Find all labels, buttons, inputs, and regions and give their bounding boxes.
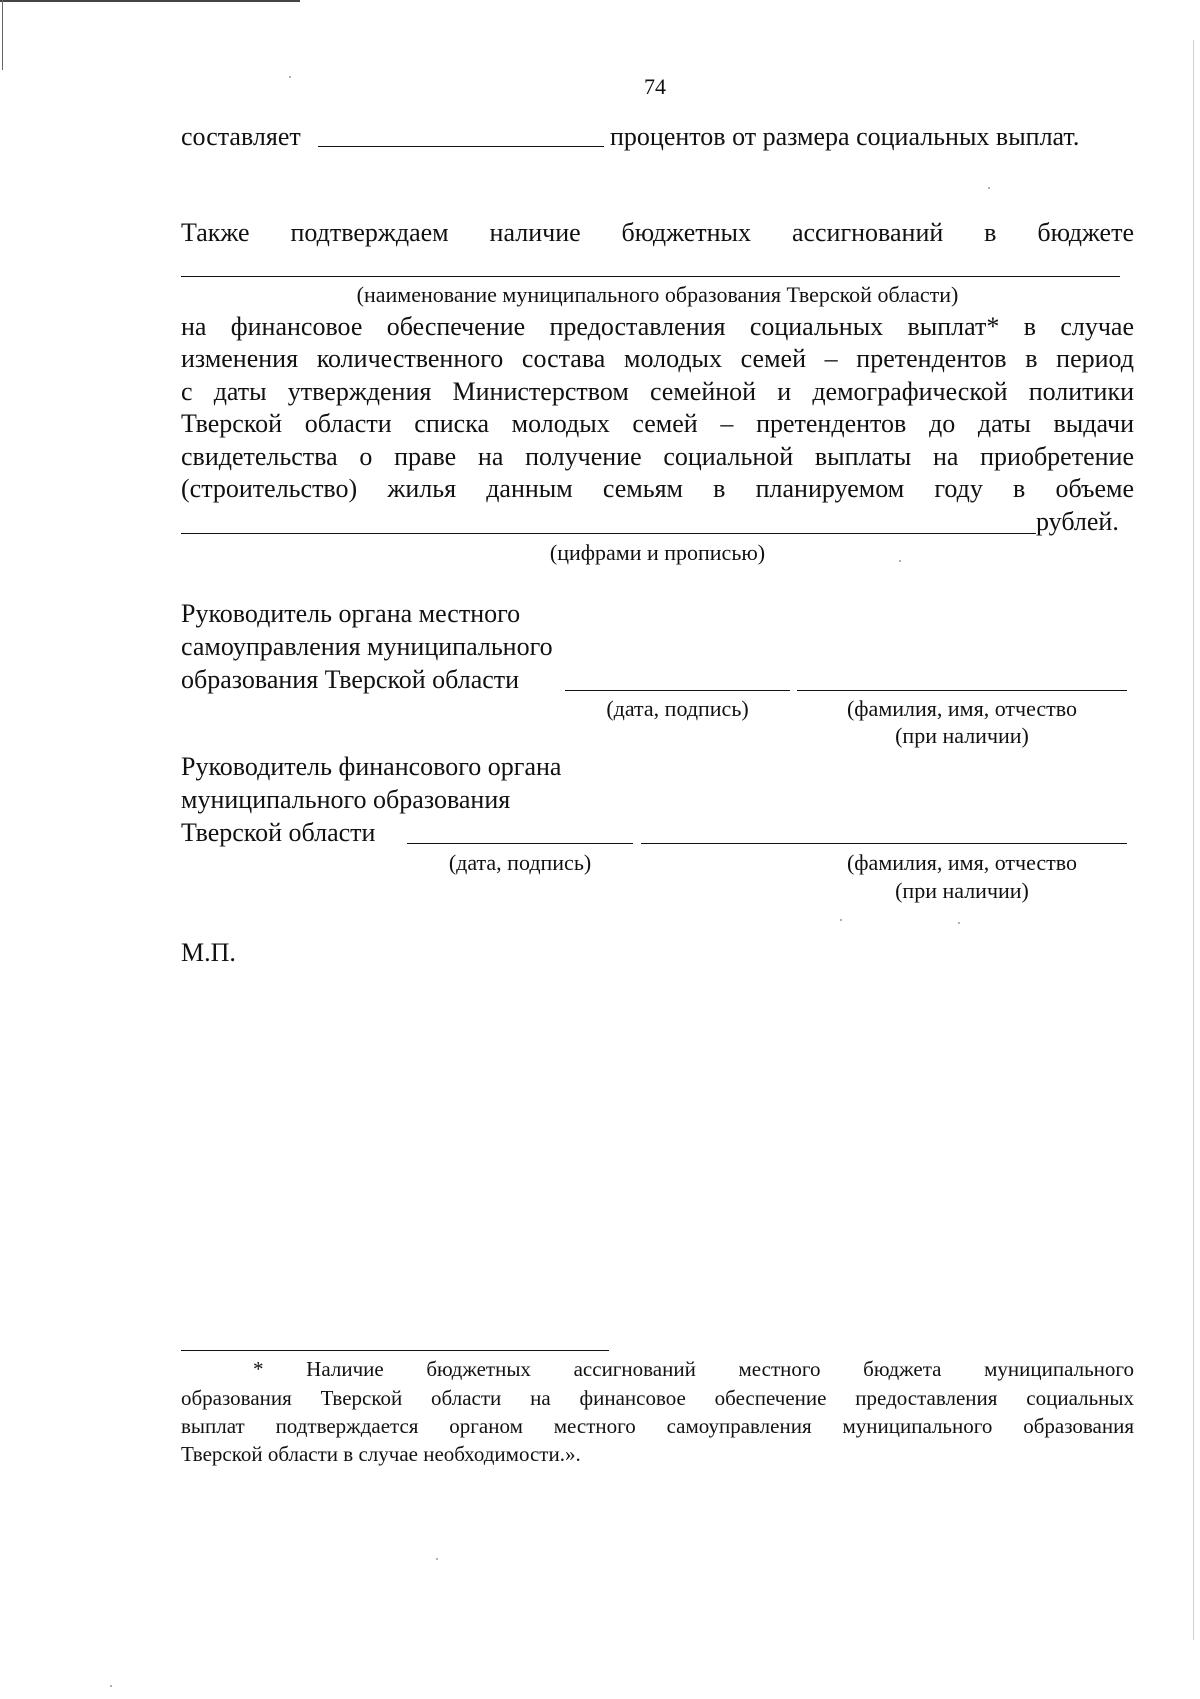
scan-speck xyxy=(899,560,901,562)
blank-amount-line xyxy=(181,533,1036,534)
signature2-name-line xyxy=(641,843,1127,844)
paragraph-line-5: свидетельства о праве на получение социальной выплаты на приобретение xyxy=(181,442,1134,471)
scan-speck xyxy=(958,922,960,924)
text-percent-of-payments: процентов от размера социальных выплат. xyxy=(610,122,1080,151)
caption-fio-2b: (при наличии) xyxy=(895,878,1029,903)
footnote-line-1: * Наличие бюджетных ассигнований местного бюджета муниципального xyxy=(253,1357,1134,1381)
scan-edge-left xyxy=(2,0,3,70)
caption-fio-1a: (фамилия, имя, отчество xyxy=(846,696,1078,721)
caption-fio-1b: (при наличии) xyxy=(895,723,1029,748)
footnote-line-3: выплат подтверждается органом местного самоуправления муниципального образования xyxy=(181,1414,1134,1438)
signature1-date-line xyxy=(565,690,790,691)
text-sostavlyaet: составляет xyxy=(181,122,301,151)
scan-speck xyxy=(110,1685,112,1687)
blank-percent-line xyxy=(318,146,604,147)
text-rubles: рублей. xyxy=(1036,507,1119,536)
page-number: 74 xyxy=(644,74,666,99)
caption-municipality: (наименование муниципального образования Тверской области) xyxy=(356,282,959,307)
caption-fio-2a: (фамилия, имя, отчество xyxy=(846,850,1078,875)
scan-speck xyxy=(436,1558,438,1560)
stamp-place: М.П. xyxy=(181,938,236,967)
head1-line-2: самоуправления муниципального xyxy=(181,632,553,661)
signature2-date-line xyxy=(407,843,633,844)
paragraph-line-4: Тверской области списка молодых семей – претендентов до даты выдачи xyxy=(181,409,1134,438)
signature1-name-line xyxy=(797,690,1127,691)
scan-edge-top xyxy=(0,0,300,2)
paragraph-line-6: (строительство) жилья данным семьям в планируемом году в объеме xyxy=(181,474,1134,503)
caption-date-signature-2: (дата, подпись) xyxy=(448,850,592,875)
scan-speck xyxy=(289,76,291,78)
scan-speck xyxy=(988,187,990,189)
paragraph-line-1: на финансовое обеспечение предоставления социальных выплат* в случае xyxy=(181,312,1134,341)
footnote-line-2: образования Тверской области на финансовое обеспечение предоставления социальных xyxy=(181,1386,1134,1410)
head2-line-1: Руководитель финансового органа xyxy=(181,752,562,781)
footnote-line-4: Тверской области в случае необходимости.». xyxy=(181,1442,581,1466)
caption-amount: (цифрами и прописью) xyxy=(549,540,766,565)
text-also-confirm: Также подтверждаем наличие бюджетных ассигнований в бюджете xyxy=(181,218,1134,247)
head1-line-1: Руководитель органа местного xyxy=(181,599,521,628)
paragraph-line-2: изменения количественного состава молодых семей – претендентов в период xyxy=(181,344,1134,373)
head2-line-2: муниципального образования xyxy=(181,785,511,814)
blank-municipality-line xyxy=(181,276,1120,277)
paragraph-line-3: с даты утверждения Министерством семейной и демографической политики xyxy=(181,377,1134,406)
head1-line-3: образования Тверской области xyxy=(181,665,520,694)
head2-line-3: Тверской области xyxy=(181,818,376,847)
scan-edge-right xyxy=(1193,40,1194,1640)
caption-date-signature-1: (дата, подпись) xyxy=(606,696,749,721)
footnote-separator xyxy=(181,1350,609,1351)
scan-speck xyxy=(840,919,842,921)
